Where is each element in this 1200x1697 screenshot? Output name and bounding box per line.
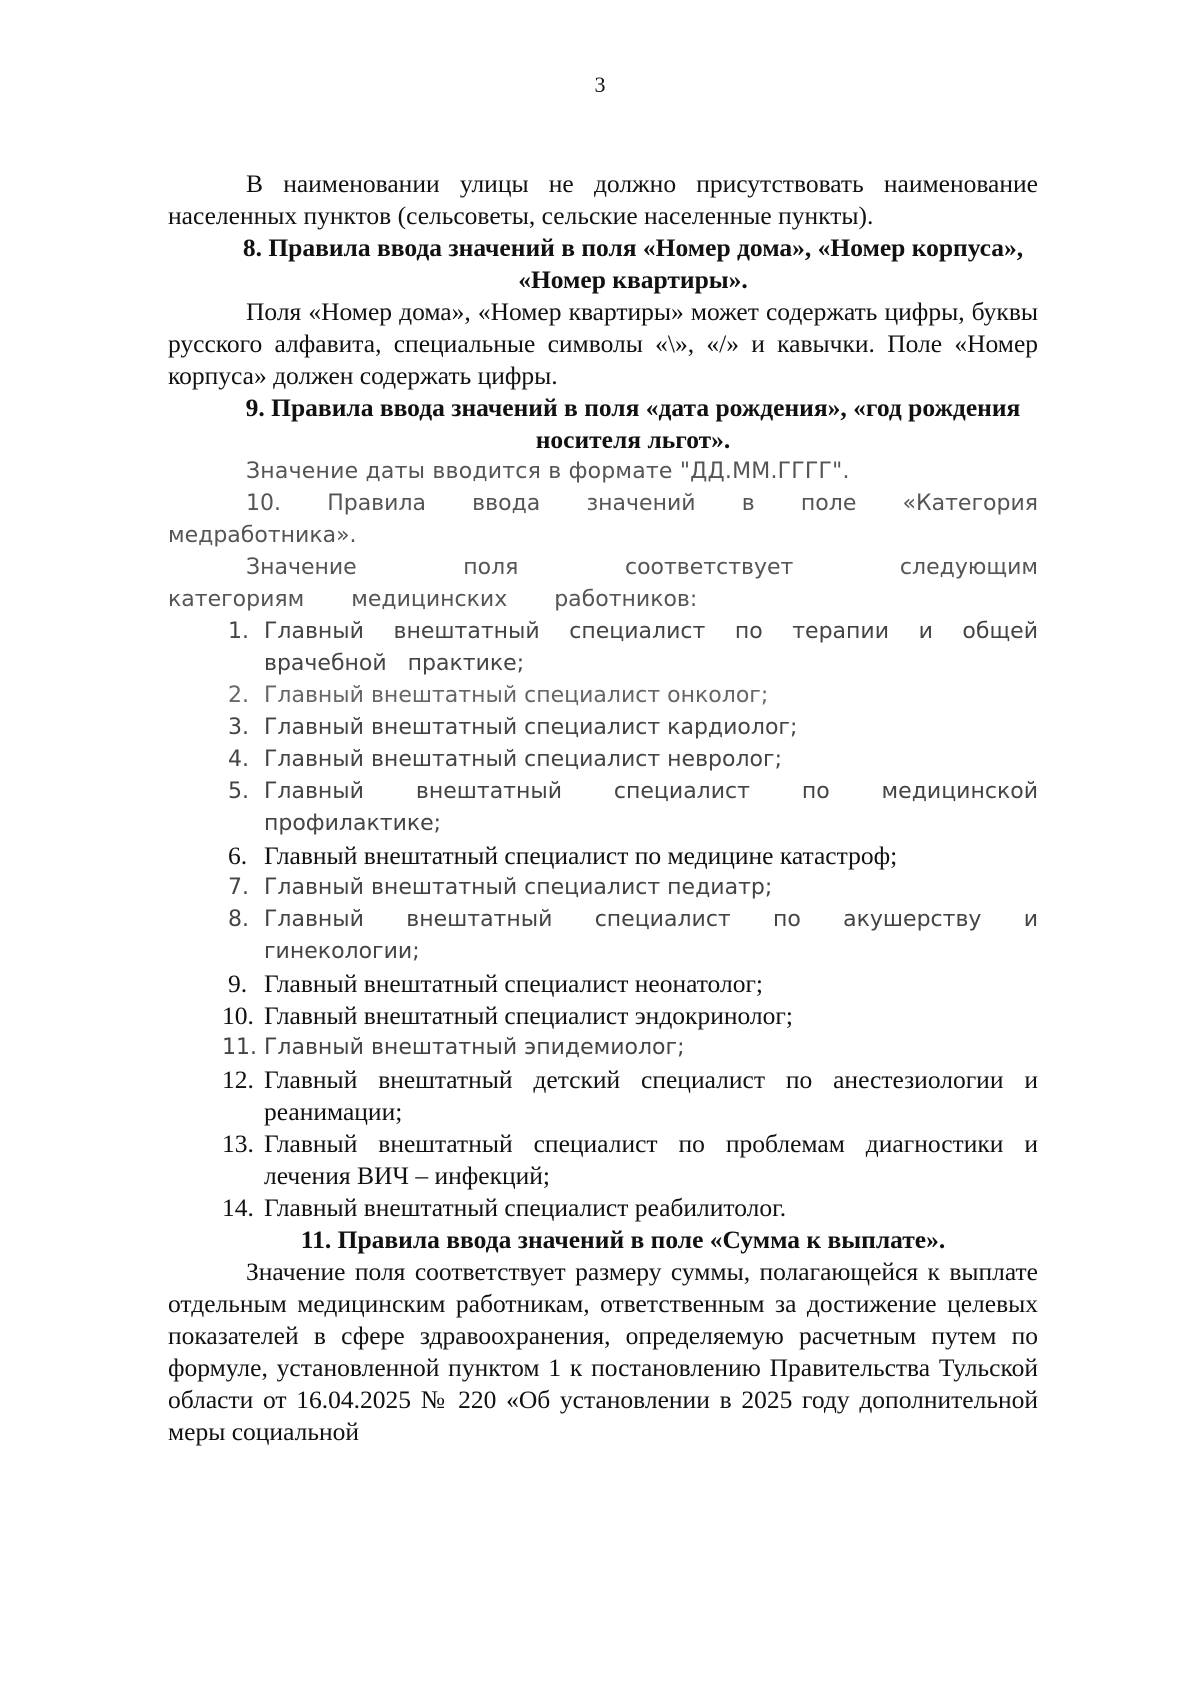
list-item-number: 3. — [228, 715, 249, 740]
list-item — [168, 872, 1038, 904]
list-item-number: 14. — [222, 1193, 254, 1222]
section-8-text-1: Поля «Номер дома», «Номер квартиры» может содержать цифры, буквы русского алфавита, специальные символы «\», «/» и кавычки. — [168, 297, 1038, 358]
list-item-text: Главный внештатный специалист онколог; — [264, 683, 769, 708]
list-item-text: Главный внештатный детский специалист по анестезиологии и реанимации; — [264, 1065, 1038, 1126]
list-item — [168, 968, 1038, 1000]
section-10-intro: Значение поля соответствует следующим категориям медицинских работников: — [168, 555, 1038, 612]
list-item — [168, 616, 1038, 680]
list-item — [168, 840, 1038, 872]
list-item — [168, 744, 1038, 776]
list-item-text: Главный внештатный специалист по медицине катастроф; — [264, 841, 898, 870]
list-item-text: Главный внештатный специалист по медицинской профилактике; — [264, 779, 1038, 836]
list-item — [168, 1000, 1038, 1032]
list-item-number: 11. — [222, 1035, 257, 1060]
section-8-heading: 8. Правила ввода значений в поля «Номер дома», «Номер корпуса», «Номер квартиры». — [242, 233, 1024, 294]
list-item-text: Главный внештатный специалист педиатр; — [264, 875, 773, 900]
section-9-heading: 9. Правила ввода значений в поля «дата рождения», «год рождения носителя льгот». — [245, 393, 1021, 454]
list-item — [168, 904, 1038, 968]
list-item-number: 5. — [228, 779, 249, 804]
page-number: 3 — [594, 72, 606, 97]
list-item — [168, 1192, 1038, 1224]
section-11-text: Значение поля соответствует размеру суммы, полагающейся к выплате отдельным медицинским работникам, ответственным за достижение целевых показателей в сфере здравоохранения, определяемую расчетным путем по формуле, установленной пунктом 1 к постановлению Правительства Тульской области от 16.04.2025 № 220 «Об установлении в 2025 году дополнительной меры социальной — [168, 1257, 1038, 1446]
list-item-text: Главный внештатный специалист невролог; — [264, 747, 782, 772]
section-8-text-2: Поле «Номер корпуса» должен содержать цифры. — [168, 329, 1039, 390]
section-9-text: Значение даты вводится в формате "ДД.ММ.ГГГГ". — [246, 459, 850, 484]
list-item-text: Главный внештатный специалист кардиолог; — [264, 715, 798, 740]
list-item-text: Главный внештатный специалист неонатолог; — [264, 969, 763, 998]
list-item-text: Главный внештатный специалист по терапии и общей врачебной практике; — [264, 619, 1038, 676]
list-item — [168, 1032, 1038, 1064]
list-item-number: 12. — [222, 1065, 254, 1094]
list-item — [168, 1128, 1038, 1192]
list-item-number: 4. — [228, 747, 249, 772]
list-item-number: 7. — [228, 875, 249, 900]
list-item — [168, 680, 1038, 712]
list-item-number: 13. — [222, 1129, 254, 1158]
category-list — [168, 616, 1038, 1224]
list-item-text: Главный внештатный специалист по проблемам диагностики и лечения ВИЧ – инфекций; — [264, 1129, 1038, 1190]
list-item-number: 10. — [222, 1001, 254, 1030]
list-item-text: Главный внештатный специалист эндокринолог; — [264, 1001, 793, 1030]
list-item-text: Главный внештатный эпидемиолог; — [264, 1035, 685, 1060]
section-10-heading: 10. Правила ввода значений в поле «Категория медработника». — [168, 491, 1038, 548]
list-item-number: 8. — [228, 907, 249, 932]
list-item-number: 2. — [228, 683, 249, 708]
section-11-heading: 11. Правила ввода значений в поле «Сумма к выплате». — [300, 1225, 946, 1254]
list-item-text: Главный внештатный специалист по акушерству и гинекологии; — [264, 907, 1038, 964]
section-8-text — [168, 296, 1038, 392]
list-item-number: 1. — [228, 619, 249, 644]
list-item — [168, 776, 1038, 840]
list-item-text: Главный внештатный специалист реабилитолог. — [264, 1193, 787, 1222]
list-item-number: 9. — [228, 969, 248, 998]
list-item — [168, 1064, 1038, 1128]
document-body — [168, 168, 1038, 1448]
list-item — [168, 712, 1038, 744]
intro-paragraph: В наименовании улицы не должно присутствовать наименование населенных пунктов (сельсоветы, сельские населенные пункты). — [168, 169, 1038, 230]
list-item-number: 6. — [228, 841, 248, 870]
